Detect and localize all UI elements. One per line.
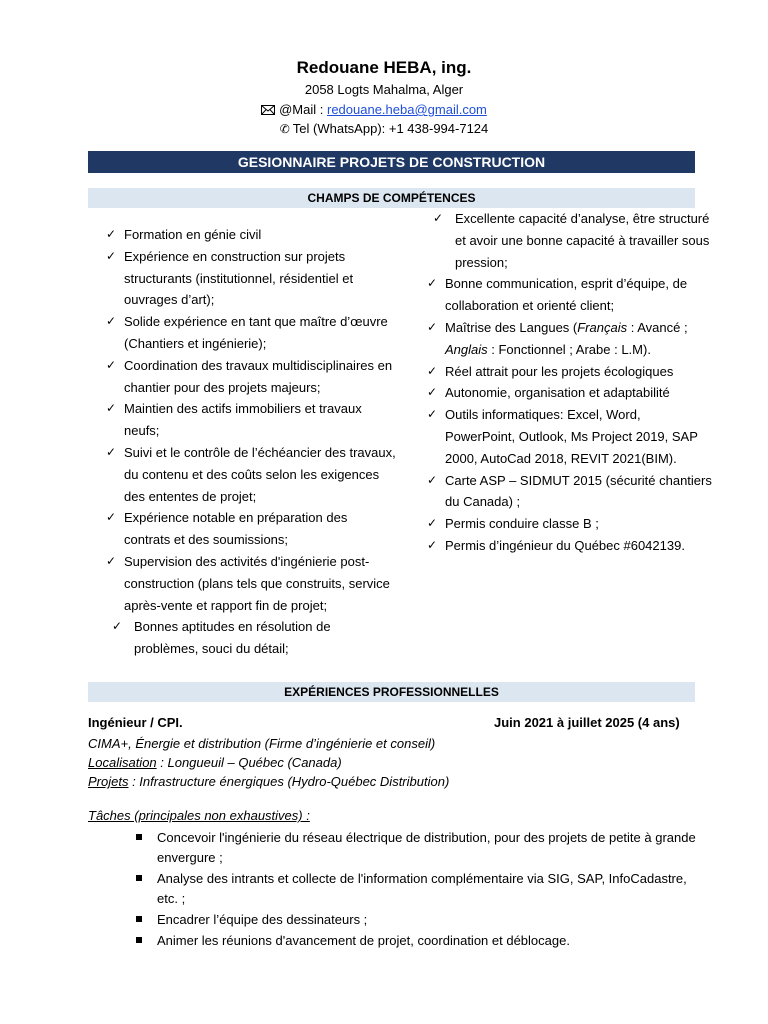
skills-left-list — [106, 224, 396, 660]
check-icon: ✓ — [106, 357, 117, 372]
job-position: Ingénieur / CPI. — [88, 715, 183, 730]
job-location: Localisation : Longueuil – Québec (Canada) — [88, 755, 342, 770]
email-link[interactable]: redouane.heba@gmail.com — [326, 102, 487, 117]
check-icon: ✓ — [106, 444, 117, 459]
check-icon: ✓ — [427, 472, 438, 487]
check-icon: ✓ — [427, 276, 438, 291]
job-company: CIMA+, Énergie et distribution (Firme d’ingénierie et conseil) — [88, 736, 436, 751]
candidate-name: Redouane HEBA, ing. — [296, 58, 472, 77]
list-item: Concevoir l'ingénierie du réseau électrique de distribution, pour des projets de petite à grande envergure ; — [136, 828, 696, 868]
check-icon: ✓ — [112, 619, 123, 634]
list-item: Animer les réunions d'avancement de projet, coordination et déblocage. — [136, 931, 696, 951]
phone-icon: ✆ — [279, 122, 290, 136]
skills-right-list — [427, 208, 712, 557]
phone-text: Tel (WhatsApp): +1 438-994-7124 — [292, 121, 489, 136]
skills-heading: CHAMPS DE COMPÉTENCES — [88, 188, 695, 208]
bullet-square-icon — [136, 875, 142, 881]
job-title-banner: GESIONNAIRE PROJETS DE CONSTRUCTION — [88, 151, 695, 173]
check-icon: ✓ — [427, 537, 438, 552]
check-icon: ✓ — [106, 227, 117, 241]
check-icon: ✓ — [106, 401, 117, 416]
list-item: ✓ Outils informatiques: Excel, Word, PowerPoint, Outlook, Ms Project 2019, SAP 2000, AutoCad 2018, REVIT 2021(BIM). — [427, 404, 712, 469]
check-icon: ✓ — [427, 363, 438, 378]
list-item: ✓ Excellente capacité d’analyse, être structuré et avoir une bonne capacité à travailler sous pression; — [427, 208, 712, 273]
list-item: ✓ Carte ASP – SIDMUT 2015 (sécurité chantiers du Canada) ; — [427, 470, 712, 514]
check-icon: ✓ — [106, 314, 117, 329]
list-item: ✓ Coordination des travaux multidisciplinaires en chantier pour des projets majeurs; — [106, 355, 396, 399]
bullet-square-icon — [136, 834, 142, 840]
envelope-icon — [261, 105, 275, 115]
check-icon: ✓ — [427, 319, 438, 334]
bullet-square-icon — [136, 916, 142, 922]
check-icon: ✓ — [427, 385, 438, 400]
address: 2058 Logts Mahalma, Alger — [304, 82, 464, 97]
tasks-list — [136, 828, 696, 952]
check-icon: ✓ — [106, 248, 117, 263]
list-item: ✓ Permis d’ingénieur du Québec #6042139. — [427, 535, 712, 557]
bullet-square-icon — [136, 937, 142, 943]
tasks-heading: Tâches (principales non exhaustives) : — [88, 808, 310, 823]
list-item: ✓ Permis conduire classe B ; — [427, 513, 712, 535]
list-item: ✓ Supervision des activités d'ingénierie post-construction (plans tels que construits, service après-vente et rapport fin de projet; — [106, 551, 396, 616]
check-icon: ✓ — [427, 407, 438, 422]
list-item: Analyse des intrants et collecte de l'information complémentaire via SIG, SAP, InfoCadastre, etc. ; — [136, 869, 696, 909]
list-item: ✓ Maîtrise des Langues (Français : Avancé ; Anglais : Fonctionnel ; Arabe : L.M). — [427, 317, 712, 361]
job-dates: Juin 2021 à juillet 2025 (4 ans) — [494, 715, 680, 730]
list-item: ✓ Suivi et le contrôle de l’échéancier des travaux, du contenu et des coûts selon les exigences des ententes de projet; — [106, 442, 396, 507]
list-item: ✓ Autonomie, organisation et adaptabilité — [427, 382, 712, 404]
check-icon: ✓ — [106, 553, 117, 568]
phone-line — [0, 121, 768, 136]
check-icon: ✓ — [106, 510, 117, 525]
email-label: @Mail : — [279, 102, 327, 117]
list-item: ✓ Expérience en construction sur projets structurants (institutionnel, résidentiel et ouvrages d’art); — [106, 246, 396, 311]
list-item: ✓ Bonne communication, esprit d’équipe, de collaboration et orienté client; — [427, 273, 712, 317]
list-item: ✓ Maintien des actifs immobiliers et travaux neufs; — [106, 398, 396, 442]
list-item: ✓ Bonnes aptitudes en résolution de problèmes, souci du détail; — [106, 616, 396, 660]
check-icon: ✓ — [433, 211, 444, 225]
list-item: ✓ Réel attrait pour les projets écologiques — [427, 361, 712, 383]
email-line — [0, 102, 758, 117]
list-item: ✓ Expérience notable en préparation des contrats et des soumissions; — [106, 507, 396, 551]
experience-heading: EXPÉRIENCES PROFESSIONNELLES — [88, 682, 695, 702]
list-item: ✓ Formation en génie civil — [106, 224, 396, 246]
list-item: ✓ Solide expérience en tant que maître d’œuvre (Chantiers et ingénierie); — [106, 311, 396, 355]
check-icon: ✓ — [427, 516, 438, 531]
job-projects: Projets : Infrastructure énergiques (Hydro-Québec Distribution) — [88, 774, 450, 789]
list-item: Encadrer l’équipe des dessinateurs ; — [136, 910, 696, 930]
